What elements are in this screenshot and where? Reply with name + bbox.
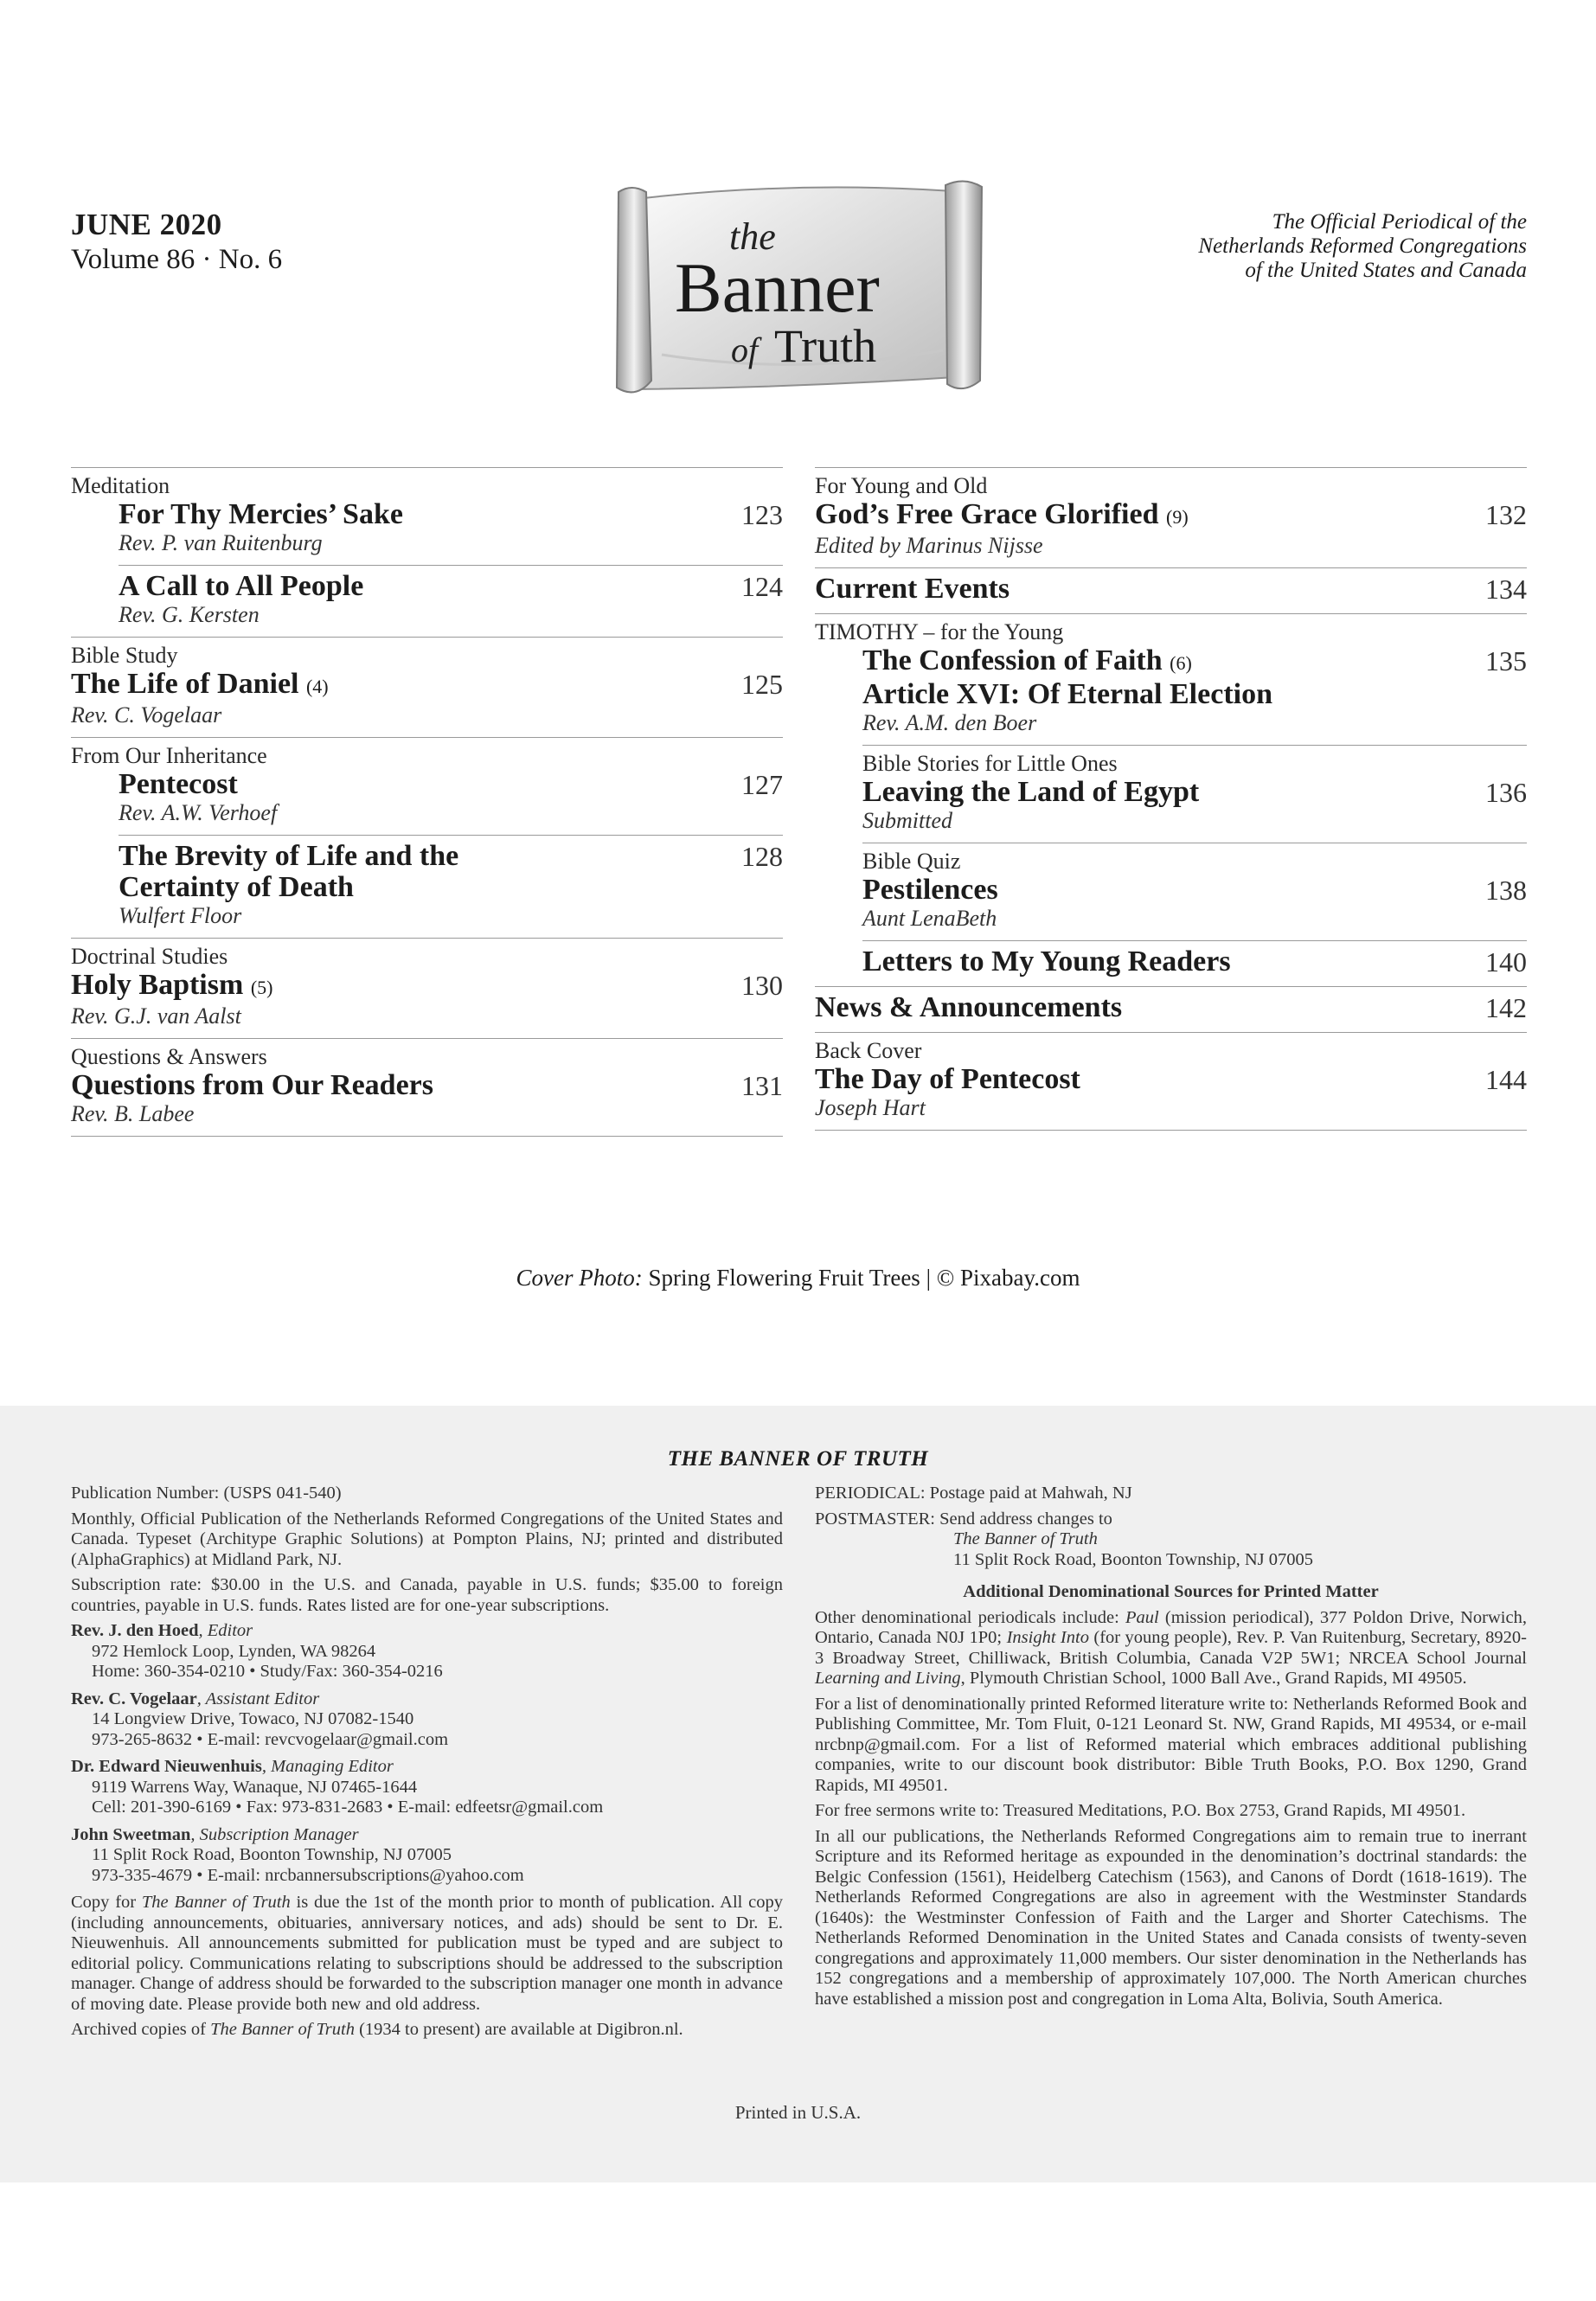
contact-phone: 973-335-4679 • E-mail: nrcbannersubscriptions@yahoo.com — [92, 1865, 524, 1885]
contact-assistant-editor — [71, 1689, 783, 1751]
cover-credit-label: Cover Photo: — [516, 1265, 643, 1291]
sources-heading: Additional Denominational Sources for Printed Matter — [963, 1582, 1379, 1601]
toc-section: TIMOTHY – for the Young — [815, 619, 1064, 644]
info-left-column — [71, 1484, 783, 2046]
toc-author: Rev. B. Labee — [71, 1101, 195, 1126]
toc-section: Questions & Answers — [71, 1044, 267, 1069]
toc-part: (5) — [250, 977, 273, 998]
toc-entry[interactable] — [862, 843, 1527, 940]
toc-author: Rev. G.J. van Aalst — [71, 1003, 241, 1029]
logo-truth: Truth — [774, 320, 877, 372]
toc-page: 142 — [1485, 992, 1527, 1023]
printed-in: Printed in U.S.A. — [734, 2102, 862, 2123]
contact-phone: Cell: 201-390-6169 • Fax: 973-831-2683 • E-mail: edfeetsr@gmail.com — [92, 1798, 604, 1817]
toc-title: News & Announcements — [815, 991, 1123, 1023]
free-sermons: For free sermons write to: Treasured Meditations, P.O. Box 2753, Grand Rapids, MI 49501. — [815, 1801, 1466, 1820]
archive-text: The Banner of Truth — [210, 2020, 355, 2039]
scroll-banner-icon — [601, 173, 990, 407]
other-text: , Plymouth Christian School, 1000 Ball Ave., Grand Rapids, MI 49505. — [960, 1669, 1467, 1688]
publication-number: Publication Number: (USPS 041-540) — [71, 1484, 342, 1503]
other-text: (for young people), Rev. P. Van Ruitenburg, Secretary, 8920-3 Broadway Street, Chilliwack, British Columbia, Canada V2P 5W1; NRCEA School Journal — [815, 1628, 1527, 1668]
toc-page: 140 — [1485, 946, 1527, 977]
info-right-column — [815, 1484, 1527, 2015]
contact-address: 11 Split Rock Road, Boonton Township, NJ 07005 — [92, 1845, 452, 1864]
logo-of: of — [731, 330, 759, 369]
toc-title: Current Events — [815, 573, 1010, 605]
toc-author: Wulfert Floor — [119, 903, 242, 928]
toc-title: God’s Free Grace Glorified — [815, 498, 1159, 530]
toc-page: 123 — [741, 499, 783, 530]
copy-text: Copy for — [71, 1893, 142, 1912]
literature-list: For a list of denominationally printed Reformed literature write to: Netherlands Reformed Book and Publishing Committee, Mr. Tom Fluit, 0-121 Leonard St. NW, Grand Rapids, MI 49534, or e-mail nrcbnp@gmail.com. For a list of Reformed material which embraces additional publishing companies, write to our discount book distributor: Bible Truth Books, P.O. Box 1290, Grand Rapids, MI 49501. — [815, 1694, 1527, 1795]
toc-title: Pentecost — [119, 768, 238, 800]
toc-title: The Life of Daniel — [71, 668, 299, 700]
toc-entry[interactable] — [71, 737, 783, 835]
archive-note — [71, 2020, 783, 2041]
logo-banner: Banner — [675, 248, 880, 327]
toc-author: Rev. A.M. den Boer — [862, 710, 1037, 735]
toc-title: Article XVI: Of Eternal Election — [862, 678, 1272, 710]
toc-section: Back Cover — [815, 1038, 922, 1063]
copy-text: The Banner of Truth — [141, 1893, 291, 1912]
contact-address: 972 Hemlock Loop, Lynden, WA 98264 — [92, 1641, 376, 1661]
archive-text: (1934 to present) are available at Digibron.nl. — [354, 2020, 683, 2039]
contact-subscription-manager — [71, 1825, 783, 1887]
tagline-line: The Official Periodical of the — [1272, 210, 1527, 234]
other-text: Paul — [1125, 1607, 1159, 1627]
toc-section: Meditation — [71, 473, 170, 498]
toc-author: Aunt LenaBeth — [862, 906, 997, 931]
cover-photo-credit — [0, 1265, 1596, 1292]
archive-text: Archived copies of — [71, 2020, 211, 2039]
toc-entry[interactable] — [71, 1038, 783, 1137]
tagline-line: of the United States and Canada — [1245, 259, 1527, 282]
other-periodicals — [815, 1608, 1527, 1689]
toc-entry[interactable] — [815, 1032, 1527, 1131]
contact-role: , Editor — [198, 1621, 253, 1640]
contact-phone: 973-265-8632 • E-mail: revcvogelaar@gmail.com — [92, 1729, 449, 1749]
postmaster-text: POSTMASTER: Send address changes to — [815, 1509, 1112, 1529]
copy-text: is due the 1st of the month prior to month of publication. All copy (including announcements, obituaries, anniversary notices, and ads) should be sent to Dr. E. Nieuwenhuis. All announcements submitted for publication must be typed and are subject to editorial policy. Communications relating to subscriptions should be addressed to the subscription manager. Change of address should be forwarded to the subscription manager one month in advance of moving date. Please provide both new and old address. — [71, 1893, 783, 2014]
toc-entry[interactable] — [815, 567, 1527, 613]
contact-name: Rev. C. Vogelaar — [71, 1689, 197, 1708]
issue-volume: Volume 86 · No. 6 — [71, 244, 283, 275]
contact-name: John Sweetman — [71, 1824, 191, 1844]
logo-the: the — [729, 215, 776, 258]
copy-policy — [71, 1893, 783, 2015]
toc-part: (9) — [1166, 506, 1189, 528]
toc-entry[interactable] — [815, 467, 1527, 567]
toc-author: Rev. G. Kersten — [119, 602, 260, 627]
toc-left-column — [71, 467, 783, 1137]
other-text: (mission periodical), 377 Poldon Drive, Norwich, Ontario, Canada N0J 1P0; — [815, 1607, 1527, 1647]
publication-info-panel — [0, 1406, 1596, 2182]
toc-subsection: Bible Quiz — [862, 849, 961, 874]
toc-page: 130 — [741, 970, 783, 1001]
other-text: Other denominational periodicals include: — [815, 1607, 1125, 1627]
toc-author: Rev. C. Vogelaar — [71, 702, 222, 727]
subscription-rate: Subscription rate: $30.00 in the U.S. and Canada, payable in U.S. funds; $35.00 to foreign countries, payable in U.S. funds. Rates listed are for one-year subscriptions. — [71, 1575, 783, 1615]
contact-role: , Assistant Editor — [196, 1689, 320, 1708]
toc-entry[interactable] — [119, 565, 783, 637]
periodical-postage: PERIODICAL: Postage paid at Mahwah, NJ — [815, 1484, 1132, 1503]
toc-part: (6) — [1170, 652, 1192, 674]
contact-name: Dr. Edward Nieuwenhuis — [71, 1757, 262, 1776]
toc-section: From Our Inheritance — [71, 743, 267, 768]
postmaster-title: The Banner of Truth — [953, 1529, 1098, 1548]
toc-entry[interactable] — [815, 613, 1527, 745]
toc-title: Leaving the Land of Egypt — [862, 776, 1200, 808]
toc-title: Letters to My Young Readers — [862, 945, 1231, 977]
toc-subsection: Bible Stories for Little Ones — [862, 751, 1118, 776]
toc-section: For Young and Old — [815, 473, 988, 498]
toc-section: Doctrinal Studies — [71, 944, 228, 969]
toc-page: 127 — [741, 769, 783, 800]
contact-address: 9119 Warrens Way, Wanaque, NJ 07465-1644 — [92, 1777, 418, 1797]
toc-entry[interactable] — [71, 637, 783, 737]
contact-editor — [71, 1621, 783, 1682]
toc-title: For Thy Mercies’ Sake — [119, 498, 403, 530]
issue-date: JUNE 2020 — [71, 208, 222, 241]
toc-title: Holy Baptism — [71, 969, 244, 1001]
toc-section: Bible Study — [71, 643, 178, 668]
toc-right-column — [815, 467, 1527, 1131]
toc-title: The Day of Pentecost — [815, 1063, 1080, 1095]
postmaster-block — [815, 1509, 1527, 1571]
tagline-line: Netherlands Reformed Congregations — [1198, 234, 1527, 258]
contact-phone: Home: 360-354-0210 • Study/Fax: 360-354-0216 — [92, 1662, 443, 1681]
toc-title: The Confession of Faith — [862, 644, 1163, 676]
toc-page: 125 — [741, 669, 783, 700]
toc-page: 124 — [741, 571, 783, 602]
toc-entry[interactable] — [119, 835, 783, 938]
toc-page: 144 — [1485, 1064, 1527, 1095]
toc-entry[interactable] — [815, 986, 1527, 1032]
toc-entry[interactable] — [71, 938, 783, 1038]
toc-title: Certainty of Death — [119, 871, 354, 903]
toc-page: 134 — [1485, 574, 1527, 605]
cover-credit-text: Spring Flowering Fruit Trees | © Pixabay.com — [642, 1265, 1080, 1291]
toc-page: 131 — [741, 1070, 783, 1101]
publication-description: Monthly, Official Publication of the Netherlands Reformed Congregations of the United States and Canada. Typeset (Architype Graphic Solutions) at Pompton Plains, NJ; printed and distributed (AlphaGraphics) at Midland Park, NJ. — [71, 1509, 783, 1569]
toc-page: 132 — [1485, 499, 1527, 530]
issue-info — [71, 208, 282, 277]
contact-managing-editor — [71, 1757, 783, 1818]
info-title: THE BANNER OF TRUTH — [667, 1447, 929, 1471]
toc-title: A Call to All People — [119, 570, 364, 602]
toc-author: Submitted — [862, 808, 952, 833]
toc-title: The Brevity of Life and the — [119, 840, 459, 872]
contact-address: 14 Longview Drive, Towaco, NJ 07082-1540 — [92, 1709, 414, 1728]
toc-page: 138 — [1485, 875, 1527, 906]
toc-page: 135 — [1485, 645, 1527, 676]
toc-entry[interactable] — [862, 940, 1527, 986]
contact-role: , Subscription Manager — [190, 1824, 359, 1844]
periodical-tagline — [1042, 210, 1527, 283]
toc-title: Questions from Our Readers — [71, 1069, 434, 1101]
toc-part: (4) — [305, 676, 329, 697]
toc-title: Pestilences — [862, 874, 998, 906]
other-text: Insight Into — [1006, 1628, 1089, 1647]
toc-entry[interactable] — [862, 745, 1527, 843]
toc-entry[interactable] — [71, 467, 783, 565]
toc-page: 128 — [741, 841, 783, 872]
contact-role: , Managing Editor — [261, 1757, 394, 1776]
toc-author: Rev. P. van Ruitenburg — [119, 530, 323, 555]
denomination-statement: In all our publications, the Netherlands Reformed Congregations aim to remain true to inerrant Scripture and its Reformed heritage as expounded in the denomination’s doctrinal standards: the Belgic Confession (1561), Heidelberg Catechism (1563), and Canons of Dordt (1618-1619). The Netherlands Reformed Congregations are also in agreement with the Westminster Standards (1640s): the Westminster Confession of Faith and the Larger and Shorter Catechisms. The Netherlands Reformed Denomination in the United States and Canada consists of twenty-seven congregations and approximately 11,000 members. Our sister denomination in the Netherlands has 152 congregations and a membership of approximately 107,000. The North American churches have established a mission post and congregation in Loma Alta, Bolivia, South America. — [815, 1826, 1527, 2009]
toc-author: Edited by Marinus Nijsse — [815, 533, 1043, 558]
toc-author: Rev. A.W. Verhoef — [119, 800, 278, 825]
other-text: Learning and Living — [815, 1669, 961, 1688]
masthead-logo — [601, 173, 990, 407]
postmaster-address: 11 Split Rock Road, Boonton Township, NJ 07005 — [953, 1549, 1313, 1569]
contact-name: Rev. J. den Hoed — [71, 1621, 199, 1640]
toc-page: 136 — [1485, 777, 1527, 808]
toc-author: Joseph Hart — [815, 1095, 926, 1120]
